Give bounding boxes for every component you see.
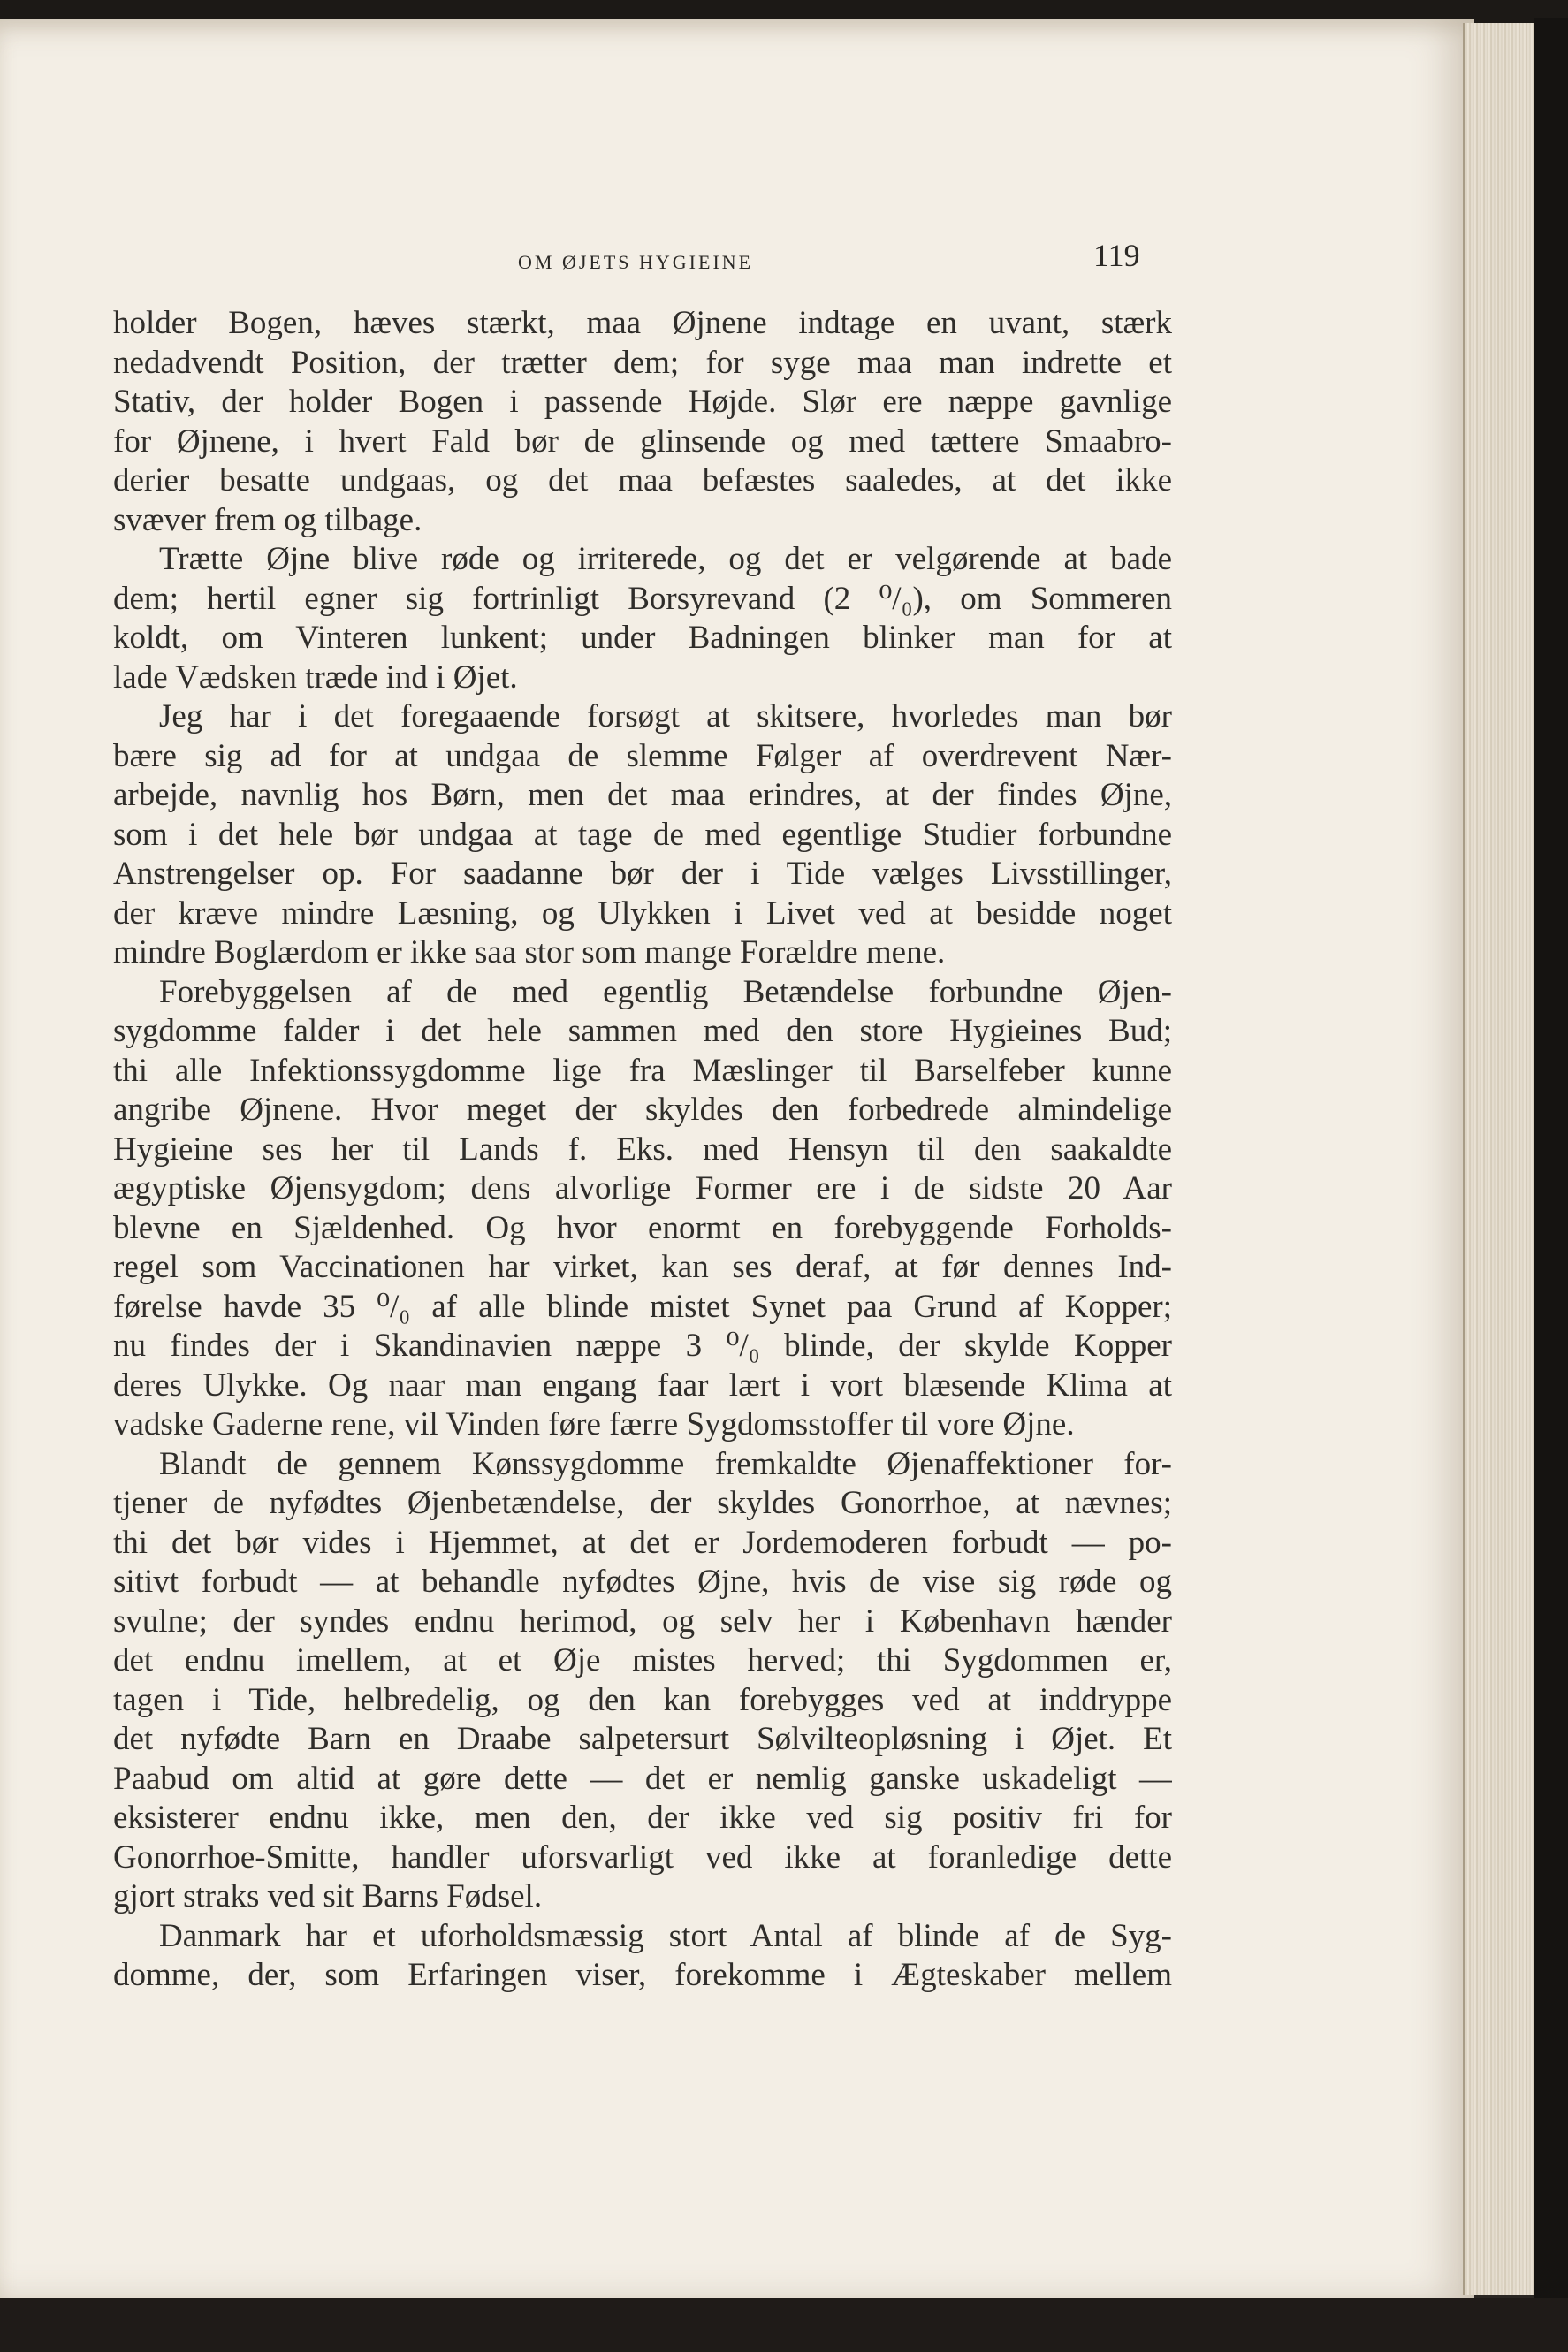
text-line: nu findes der i Skandinavien næppe 3 ⁰/₀ blinde, der skylde Kopper xyxy=(113,1328,1172,1364)
text-line: derier besatte undgaas, og det maa befæstes saaledes, at det ikke xyxy=(113,462,1172,499)
text-line: holder Bogen, hæves stærkt, maa Øjnene indtage en uvant, stærk xyxy=(113,305,1172,341)
text-line: angribe Øjnene. Hvor meget der skyldes den forbedrede almindelige xyxy=(113,1092,1172,1128)
binding-shadow xyxy=(1534,18,1568,2307)
book-page-edges xyxy=(1463,23,1542,2295)
text-line: tjener de nyfødtes Øjenbetændelse, der skyldes Gonorrhoe, at nævnes; xyxy=(113,1485,1172,1521)
text-line: svæver frem og tilbage. xyxy=(113,501,422,538)
text-line: bære sig ad for at undgaa de slemme Følger af overdrevent Nær- xyxy=(113,737,1172,774)
text-line: svulne; der syndes endnu herimod, og selv her i København hænder xyxy=(113,1602,1172,1640)
text-line: koldt, om Vinteren lunkent; under Badningen blinker man for at xyxy=(113,620,1172,656)
scan-bottom-edge xyxy=(0,2298,1568,2352)
text-line: som i det hele bør undgaa at tage de med egentlige Studier forbundne xyxy=(113,816,1172,853)
text-line: arbejde, navnlig hos Børn, men det maa erindres, at der findes Øjne, xyxy=(113,777,1172,813)
text-line: Gonorrhoe-Smitte, handler uforsvarligt ved ikke at foranledige dette xyxy=(113,1838,1172,1876)
text-line: for Øjnene, i hvert Fald bør de glinsende og med tættere Smaabro- xyxy=(113,422,1172,460)
text-line: Trætte Øjne blive røde og irriterede, og det er velgørende at bade xyxy=(159,541,1172,577)
text-line: Stativ, der holder Bogen i passende Højde. Slør ere næppe gavnlige xyxy=(113,384,1172,420)
text-line: nedadvendt Position, der trætter dem; for syge maa man indrette et xyxy=(113,344,1172,381)
text-line: førelse havde 35 ⁰/₀ af alle blinde mistet Synet paa Grund af Kopper; xyxy=(113,1288,1172,1325)
text-line: eksisterer endnu ikke, men den, der ikke ved sig positiv fri for xyxy=(113,1800,1172,1836)
text-line: Blandt de gennem Kønssygdomme fremkaldte Øjenaffektioner for- xyxy=(159,1445,1172,1482)
page-sheet xyxy=(0,19,1474,2302)
text-line: mindre Boglærdom er ikke saa stor som mange Forældre mene. xyxy=(113,934,946,970)
text-line: Danmark har et uforholdsmæssig stort Antal af blinde af de Syg- xyxy=(159,1917,1172,1954)
text-line: Anstrengelser op. For saadanne bør der i Tide vælges Livsstillinger, xyxy=(113,856,1172,892)
text-line: vadske Gaderne rene, vil Vinden føre færre Sygdomsstoffer til vore Øjne. xyxy=(113,1406,1075,1442)
text-line: sygdomme falder i det hele sammen med den store Hygieines Bud; xyxy=(113,1013,1172,1049)
text-line: tagen i Tide, helbredelig, og den kan forebygges ved at inddryppe xyxy=(113,1681,1172,1718)
running-head: OM ØJETS HYGIEINE xyxy=(518,251,754,273)
body-text xyxy=(113,304,1172,1996)
text-line: domme, der, som Erfaringen viser, forekomme i Ægteskaber mellem xyxy=(113,1957,1172,1993)
text-line: thi det bør vides i Hjemmet, at det er Jordemoderen forbudt — po- xyxy=(113,1524,1172,1561)
text-line: Forebyggelsen af de med egentlig Betændelse forbundne Øjen- xyxy=(159,973,1172,1010)
page-number: 119 xyxy=(1093,238,1140,273)
text-line: Jeg har i det foregaaende forsøgt at skitsere, hvorledes man bør xyxy=(159,698,1172,735)
text-line: regel som Vaccinationen har virket, kan ses deraf, at før dennes Ind- xyxy=(113,1249,1172,1285)
text-line: sitivt forbudt — at behandle nyfødtes Øjne, hvis de vise sig røde og xyxy=(113,1564,1172,1600)
text-line: det nyfødte Barn en Draabe salpetersurt Sølvilteopløsning i Øjet. Et xyxy=(113,1721,1172,1757)
text-line: det endnu imellem, at et Øje mistes herved; thi Sygdommen er, xyxy=(113,1642,1172,1678)
text-line: der kræve mindre Læsning, og Ulykken i Livet ved at besidde noget xyxy=(113,894,1172,932)
text-line: thi alle Infektionssygdomme lige fra Mæslinger til Barselfeber kunne xyxy=(113,1052,1172,1089)
text-line: Hygieine ses her til Lands f. Eks. med Hensyn til den saakaldte xyxy=(113,1130,1172,1168)
text-line: gjort straks ved sit Barns Fødsel. xyxy=(113,1878,543,1914)
text-line: Paabud om altid at gøre dette — det er nemlig ganske uskadeligt — xyxy=(113,1760,1172,1797)
text-line: dem; hertil egner sig fortrinligt Borsyrevand (2 ⁰/₀), om Sommeren xyxy=(113,580,1172,617)
text-line: deres Ulykke. Og naar man engang faar lært i vort blæsende Klima at xyxy=(113,1366,1172,1404)
text-line: ægyptiske Øjensygdom; dens alvorlige Former ere i de sidste 20 Aar xyxy=(113,1170,1172,1206)
text-line: lade Vædsken træde ind i Øjet. xyxy=(113,658,518,696)
text-line: blevne en Sjældenhed. Og hvor enormt en forebyggende Forholds- xyxy=(113,1209,1172,1246)
